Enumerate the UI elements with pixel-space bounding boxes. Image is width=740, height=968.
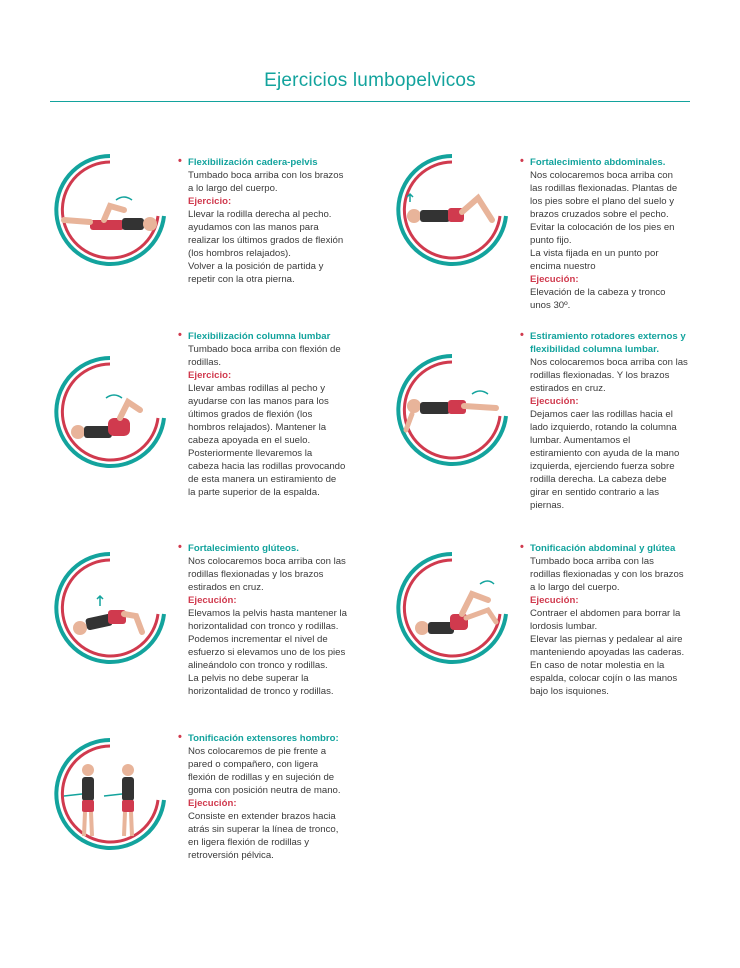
bullet-icon: • bbox=[520, 329, 524, 341]
exercise-intro: Tumbado boca arriba con las rodillas flexionadas y con los brazos a lo largo del cuerpo. bbox=[530, 556, 684, 593]
glute-strength-illustration bbox=[50, 548, 170, 668]
exercise-label: Ejecución: bbox=[188, 595, 237, 606]
bullet-icon: • bbox=[178, 329, 182, 341]
exercise-intro: Nos colocaremos boca arriba con las rodillas flexionadas y los brazos estirados en cruz. bbox=[188, 556, 346, 593]
bullet-icon: • bbox=[178, 731, 182, 743]
external-rotators-illustration bbox=[392, 350, 512, 470]
exercise-title: • Fortalecimiento glúteos. bbox=[178, 541, 299, 554]
exercise-title: • Flexibilización cadera-pelvis bbox=[178, 155, 318, 168]
exercise-intro: Nos colocaremos boca arriba con las rodillas flexionadas. Plantas de los pies sobre el plano del suelo y brazos cruzados sobre el pecho. Evitar la colocación de los pies en punto fijo. La vista fijada en un punto por encima nuestro bbox=[530, 170, 678, 272]
shoulder-extensors-illustration bbox=[50, 734, 170, 854]
exercise-title: • Tonificación abdominal y glútea bbox=[520, 541, 676, 554]
abdominal-glute-illustration bbox=[392, 548, 512, 668]
exercise-title: • Flexibilización columna lumbar bbox=[178, 329, 331, 342]
exercise-title: • Estiramiento rotadores externos y flexibilidad columna lumbar. bbox=[520, 329, 686, 355]
bullet-icon: • bbox=[520, 155, 524, 167]
exercise-body: Elevamos la pelvis hasta mantener la horizontalidad con tronco y rodillas. Podemos incrementar el nivel de esfuerzo si elevamos uno de los pies alineándolo con tronco y rodillas. La pelvis no debe superar la horizontalidad de tronco y rodillas. bbox=[188, 608, 347, 697]
bullet-icon: • bbox=[178, 155, 182, 167]
exercise-intro: Tumbado boca arriba con los brazos a lo largo del cuerpo. bbox=[188, 170, 344, 194]
exercise-intro: Tumbado boca arriba con flexión de rodillas. bbox=[188, 344, 341, 368]
exercise-label: Ejecución: bbox=[530, 595, 579, 606]
exercise-label: Ejercicio: bbox=[188, 370, 232, 381]
exercise-body: Elevación de la cabeza y tronco unos 30º. bbox=[530, 287, 666, 311]
exercise-title: • Tonificación extensores hombro: bbox=[178, 731, 339, 744]
hip-flexibility-illustration bbox=[50, 150, 170, 270]
exercise-label: Ejecución: bbox=[530, 274, 579, 285]
exercise-body: Llevar la rodilla derecha al pecho. ayudamos con las manos para realizar los últimos grados de flexión (los hombros relajados). Volver a la posición de partida y repetir con la otra pierna. bbox=[188, 209, 344, 285]
exercise-label: Ejercicio: bbox=[188, 196, 232, 207]
bullet-icon: • bbox=[178, 541, 182, 553]
exercise-intro: Nos colocaremos boca arriba con las rodillas flexionadas. Y los brazos estirados en cruz. bbox=[530, 357, 688, 394]
title-divider bbox=[50, 101, 690, 102]
exercise-label: Ejecución: bbox=[530, 396, 579, 407]
bullet-icon: • bbox=[520, 541, 524, 553]
exercise-body: Dejamos caer las rodillas hacia el lado izquierdo, rotando la columna lumbar. Aumentamos el estiramiento con ayuda de la mano izquierda, ejerciendo fuerza sobre rodilla derecha. La cabeza debe girar en sentido contrario a las piernas. bbox=[530, 409, 680, 511]
exercise-intro: Nos colocaremos de pie frente a pared o compañero, con ligera flexión de rodillas y en sujeción de goma con posición neutra de mano. bbox=[188, 746, 341, 796]
exercise-body: Llevar ambas rodillas al pecho y ayudarse con las manos para los últimos grados de flexión (los hombros relajados). Mantener la cabeza apoyada en el suelo. Posteriormente llevaremos la cabeza hacia las rodillas provocando de esta manera un estiramiento de la parte superior de la espalda. bbox=[188, 383, 346, 498]
exercise-label: Ejecución: bbox=[188, 798, 237, 809]
lumbar-flexibility-illustration bbox=[50, 352, 170, 472]
exercise-title: • Fortalecimiento abdominales. bbox=[520, 155, 666, 168]
abdominal-strength-illustration bbox=[392, 150, 512, 270]
exercise-body: Consiste en extender brazos hacia atrás sin superar la línea de tronco, en ligera flexión de rodillas y retroversión pélvica. bbox=[188, 811, 339, 861]
page-title: Ejercicios lumbopelvicos bbox=[264, 70, 476, 91]
exercise-body: Contraer el abdomen para borrar la lordosis lumbar. Elevar las piernas y pedalear al aire manteniendo apoyadas las caderas. En caso de notar molestia en la espalda, colocar cojín o las manos bajo los isquiones. bbox=[530, 608, 685, 697]
